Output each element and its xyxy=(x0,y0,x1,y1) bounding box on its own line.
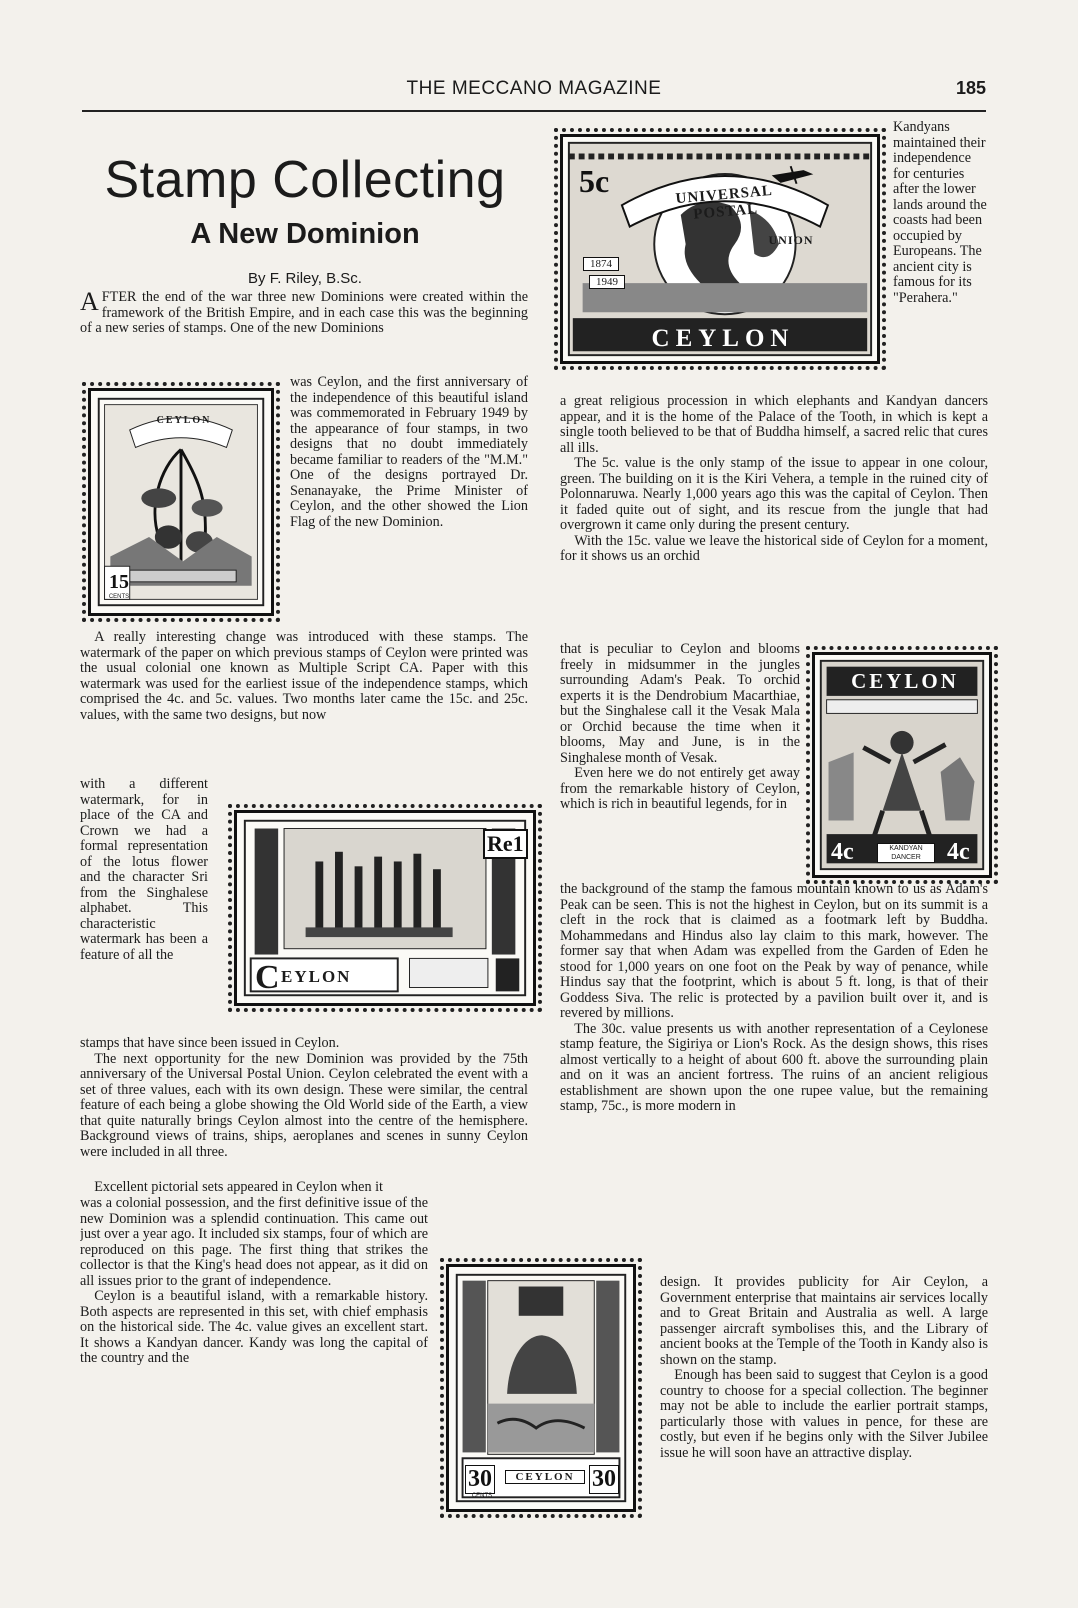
col1-beside-sigiriya-p2: Ceylon is a beautiful island, with a remarkable history. Both aspects are represented in this set, with chief emphasis on the historical side. The 4c. value gives an excellent start. It shows a Kandyan dancer. Kandy was long the capital of the country and the xyxy=(80,1288,428,1366)
orchid-country-label: CEYLON xyxy=(156,415,212,426)
orchid-unit: CENTS xyxy=(108,594,130,600)
sigiriya-value-right: 30 xyxy=(589,1465,619,1494)
running-title: THE MECCANO MAGAZINE xyxy=(406,78,662,99)
article-title: Stamp Collecting xyxy=(104,151,506,209)
col2-beside-dancer-p1: that is peculiar to Ceylon and blooms freely in midsummer in the jungles surrounding Adam's Peak. To orchid experts it is the Dendrobium Macarthiae, but the Singhalese call it the Vesak Mala or Orchid because the time when it blooms, May and June, is in the Singhalese month of Vesak. xyxy=(560,642,800,766)
col1-beside-orchid xyxy=(290,375,528,625)
sigiriya-unit: CENTS xyxy=(471,1493,493,1499)
col2-adams-peak-p1: the background of the stamp the famous mountain known to us as Adam's Peak can be seen. This is not the highest in Ceylon, but on its summit is a cleft in the rock that is claimed as a footmark left by Buddha. Mohammedans and Hindus also lay claim to this mark, however. The former say that when Adam was expelled from the Garden of Eden he stood for 1,000 years on one foot on the Peak by way of penance, while Hindus say that the footprint, which is about 5 ft. long, is that of their Goddess Siva. The relic is protected by a pavilion built over it, and is revered by millions. xyxy=(560,882,988,1021)
col1-beside-temple xyxy=(80,777,208,1027)
sigiriya-value-left: 30 xyxy=(465,1465,495,1494)
stamp-orchid-15c xyxy=(88,388,274,616)
article-subtitle: A New Dominion xyxy=(190,218,420,250)
page-number: 185 xyxy=(955,78,986,98)
col2-kandy-p2: The 5c. value is the only stamp of the issue to appear in one colour, green. The building on it is the Kiri Vehera, a temple in the ruined city of Polonnaruwa. Nearly 1,000 years ago this was the capital of Ceylon. Then it faded quite out of sight, and its rescue from the jungle that had overgrown it came only during the present century. xyxy=(560,455,988,533)
article-byline: By F. Riley, B.Sc. xyxy=(248,270,362,287)
drop-cap: A xyxy=(80,290,99,316)
col1-upu xyxy=(80,1036,528,1178)
stamp-upu-5c xyxy=(560,134,880,364)
stamp-temple-re1 xyxy=(234,810,536,1006)
col2-conclusion-p1: design. It provides publicity for Air Ceylon, a Government enterprise that maintains air services locally and to Great Britain and Australia as well. A large passenger aircraft symbolises this, and the Library of ancient books at the Temple of the Tooth in Kandy also is shown on the stamp. xyxy=(660,1275,988,1368)
col1-pictorial-text: Excellent pictorial sets appeared in Ceylon when it xyxy=(94,1180,383,1195)
stamp-sigiriya-30c xyxy=(446,1264,636,1512)
col1-beside-sigiriya-p1: was a colonial possession, and the first definitive issue of the new Dominion was a splendid continuation. This came out just over a year ago. It included six stamps, four of which are reproduced on this page. The first thing that strikes the collector is that the King's head does not appear, as it did on all issues prior to the grant of independence. xyxy=(80,1196,428,1289)
temple-country-label: EYLON xyxy=(281,967,352,986)
upu-union: UNION xyxy=(768,233,814,247)
title-block xyxy=(80,150,530,287)
upu-year-1949: 1949 xyxy=(589,275,625,289)
col1-watermark-text: A really interesting change was introduced with these stamps. The watermark of the paper on which previous stamps of Ceylon were printed was the usual colonial one known as Multiple Script CA. Paper with this watermark was used for the earliest issue of the independence stamps, which comprised the 4c. and 5c. values. Two months later came the 15c. and 25c. values, with the same two designs, but now xyxy=(80,630,528,723)
col1-intro-text: FTER the end of the war three new Dominions were created within the framework of the British Empire, and in each case this was the beginning of a new series of stamps. One of the new Dominions xyxy=(80,290,528,336)
dancer-country-label: CEYLON xyxy=(851,669,959,693)
col2-beside-upu xyxy=(893,120,989,395)
col2-beside-upu-text: Kandyans maintained their independence for centuries after the lower lands around the coasts had been occupied by Europeans. The ancient city is famous for its "Perahera." xyxy=(893,120,987,306)
col1-intro xyxy=(80,290,528,370)
col2-kandy-p3: With the 15c. value we leave the historical side of Ceylon for a moment, for it shows us an orchid xyxy=(560,532,988,564)
col1-upu-p1: stamps that have since been issued in Ceylon. xyxy=(80,1036,340,1051)
col2-adams-peak-p2: The 30c. value presents us with another representation of a Ceylonese stamp feature, the Sigiriya or Lion's Rock. As the design shows, this rises almost vertically to a height of about 600 ft. above the surrounding plain and on it was an ancient fortress. The ruins of an ancient religious establishment are shown upon the one rupee value, but the remaining stamp, 75c., is more modern in xyxy=(560,1020,988,1114)
col1-beside-orchid-text: was Ceylon, and the first anniversary of the independence of this beautiful island was commemorated in February 1949 by the appearance of four stamps, in two designs that no doubt immediately became familiar to readers of the "M.M." One of the designs portrayed Dr. Senanayake, the Prime Minister of Ceylon, and the other showed the Lion Flag of the new Dominion. xyxy=(290,375,528,530)
col2-beside-dancer xyxy=(560,642,800,882)
col2-conclusion-p2: Enough has been said to suggest that Ceylon is a good country to choose for a special collection. The beginner may not be able to include the earlier portrait stamps, particularly those with values in pence, for these are costly, but even if he begins only with the Silver Jubilee issue he will soon have an attractive display. xyxy=(660,1367,988,1461)
col2-adams-peak xyxy=(560,882,988,1272)
dancer-value-left: 4c xyxy=(831,839,854,865)
sigiriya-country-label: CEYLON xyxy=(505,1470,585,1484)
temple-value: Re1 xyxy=(483,829,528,859)
col1-beside-sigiriya xyxy=(80,1196,428,1536)
col1-watermark xyxy=(80,630,528,770)
upu-value: 5c xyxy=(579,163,610,199)
col2-conclusion xyxy=(660,1275,988,1541)
col2-beside-dancer-p2: Even here we do not entirely get away from the remarkable history of Ceylon, which is rich in beautiful legends, for in xyxy=(560,765,800,812)
col1-upu-p2: The next opportunity for the new Dominion was provided by the 75th anniversary of the Universal Postal Union. Ceylon celebrated the event with a set of three values, each with its own design. These were similar, the central feature of each being a globe showing the Old World side of the Earth, a view that quite naturally brings Ceylon almost into the centre of the hemisphere. Background views of trains, ships, aeroplanes and scenes in sunny Ceylon were included in all three. xyxy=(80,1050,528,1160)
temple-country-initial: C xyxy=(255,959,280,996)
upu-year-1874: 1874 xyxy=(583,257,619,271)
orchid-value: 15 xyxy=(109,571,129,593)
upu-banner: UNIVERSAL POSTAL xyxy=(675,182,774,223)
page-header xyxy=(82,70,986,112)
stamp-dancer-4c xyxy=(812,652,992,878)
dancer-caption: KANDYAN DANCER xyxy=(877,843,935,863)
dancer-value-right: 4c xyxy=(947,839,970,865)
col1-beside-temple-text: with a different watermark, for in place of the CA and Crown we had a formal representation of the lotus flower and the character Sri from the Singhalese alphabet. This characteristic watermark has been a feature of all the xyxy=(80,777,208,963)
col2-kandy xyxy=(560,394,988,644)
upu-country-label: CEYLON xyxy=(651,325,795,352)
col2-kandy-p1: a great religious procession in which elephants and Kandyan dancers appear, and it is the home of the Palace of the Tooth, in which is kept a single tooth believed to be that of Buddha himself, a sacred relic that cures all ills. xyxy=(560,394,988,456)
